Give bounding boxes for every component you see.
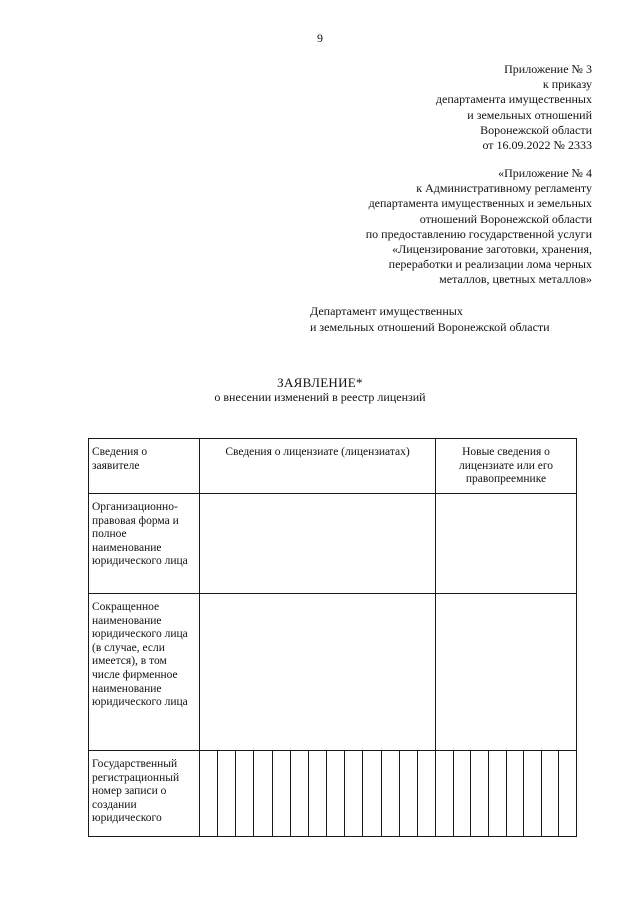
application-table <box>88 438 577 837</box>
digit-cell[interactable] <box>559 751 576 836</box>
document-title: ЗАЯВЛЕНИЕ* <box>277 375 363 390</box>
digit-cell[interactable] <box>291 751 309 836</box>
header-cell-applicant: Сведения о заявителе <box>89 439 200 494</box>
new-info-input-cell[interactable] <box>436 594 577 751</box>
table-header-row <box>89 439 577 494</box>
digit-cell[interactable] <box>363 751 381 836</box>
licensee-input-cell[interactable] <box>200 594 436 751</box>
digit-cell[interactable] <box>382 751 400 836</box>
appendix-header <box>436 62 592 153</box>
digit-cell[interactable] <box>489 751 507 836</box>
regulation-line: «Приложение № 4 <box>498 166 592 180</box>
regulation-line: отношений Воронежской области <box>419 211 592 226</box>
regulation-line: по предоставлению государственной услуги <box>365 226 592 241</box>
digit-cell[interactable] <box>471 751 489 836</box>
regulation-line: к Административному регламенту <box>416 181 592 196</box>
digit-cell[interactable] <box>542 751 560 836</box>
regulation-line: металлов, цветных металлов» <box>439 272 592 287</box>
digit-cell[interactable] <box>418 751 435 836</box>
digit-cell[interactable] <box>345 751 363 836</box>
digit-cell[interactable] <box>327 751 345 836</box>
digit-cell[interactable] <box>400 751 418 836</box>
digit-cell[interactable] <box>200 751 218 836</box>
header-cell-new-info: Новые сведения о лицензиате или его правопреемнике <box>436 439 577 494</box>
digit-cell[interactable] <box>254 751 272 836</box>
digit-cell[interactable] <box>273 751 291 836</box>
digit-cell[interactable] <box>236 751 254 836</box>
appendix-line: от 16.09.2022 № 2333 <box>482 138 592 153</box>
table-row <box>89 594 577 751</box>
digit-cell[interactable] <box>436 751 454 836</box>
appendix-line: и земельных отношений <box>467 107 592 122</box>
digit-cell[interactable] <box>454 751 472 836</box>
row-label: Организационно-правовая форма и полное наименование юридического лица <box>89 494 200 594</box>
digit-cell[interactable] <box>507 751 525 836</box>
regulation-line: департамента имущественных и земельных <box>368 196 592 211</box>
table-row <box>89 751 577 837</box>
new-registration-number-digit-grid[interactable] <box>436 751 577 837</box>
appendix-line: Воронежской области <box>480 122 592 137</box>
recipient-line: Департамент имущественных <box>310 304 463 318</box>
regulation-line: «Лицензирование заготовки, хранения, <box>392 242 592 257</box>
header-cell-licensee: Сведения о лицензиате (лицензиатах) <box>200 439 436 494</box>
row-label: Государственный регистрационный номер записи о создании юридического <box>89 751 200 837</box>
regulation-header <box>366 166 592 288</box>
recipient-block <box>310 304 550 335</box>
licensee-input-cell[interactable] <box>200 494 436 594</box>
recipient-line: и земельных отношений Воронежской области <box>310 319 550 334</box>
appendix-line: Приложение № 3 <box>504 62 592 76</box>
table-row <box>89 494 577 594</box>
digit-cell[interactable] <box>309 751 327 836</box>
appendix-line: к приказу <box>542 77 592 92</box>
new-info-input-cell[interactable] <box>436 494 577 594</box>
registration-number-digit-grid[interactable] <box>200 751 436 837</box>
document-subtitle: о внесении изменений в реестр лицензий <box>214 390 426 404</box>
digit-cell[interactable] <box>218 751 236 836</box>
page-number: 9 <box>317 31 323 45</box>
row-label: Сокращенное наименование юридического лица (в случае, если имеется), в том числе фирменное наименование юридического лица <box>89 594 200 751</box>
regulation-line: переработки и реализации лома черных <box>388 257 592 272</box>
digit-cell[interactable] <box>524 751 542 836</box>
appendix-line: департамента имущественных <box>435 92 592 107</box>
